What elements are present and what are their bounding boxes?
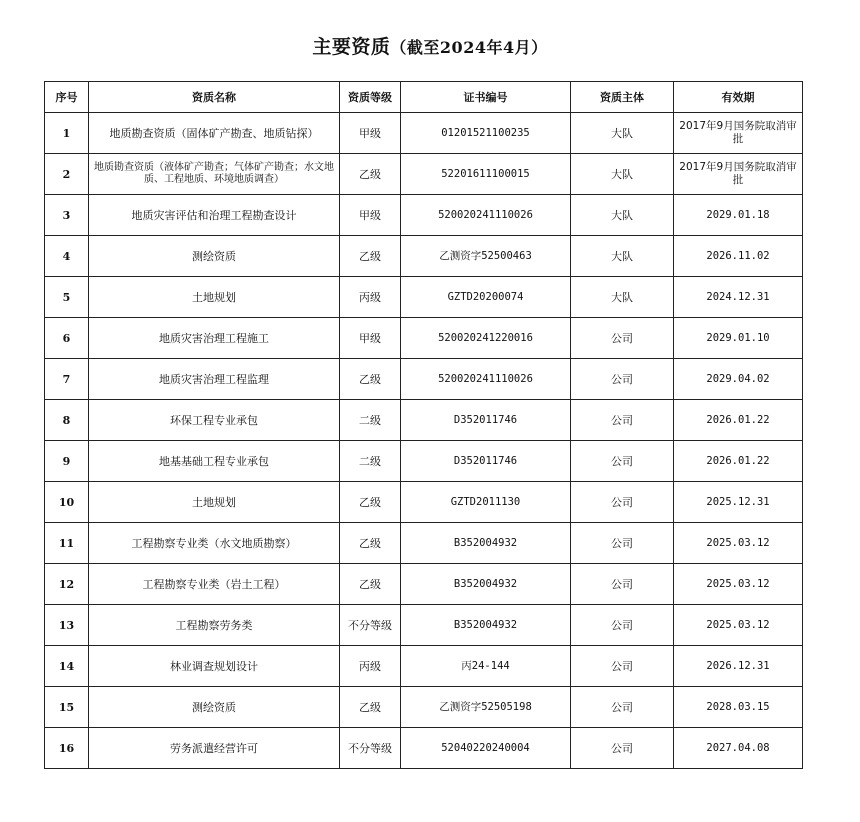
cell-valid: 2025.12.31 [674, 482, 803, 523]
cell-level: 乙级 [340, 359, 401, 400]
cell-valid: 2029.01.18 [674, 195, 803, 236]
cell-name: 地质灾害治理工程监理 [89, 359, 340, 400]
table-row [45, 441, 803, 482]
cell-cert: B352004932 [401, 523, 571, 564]
cell-cert: 520020241220016 [401, 318, 571, 359]
cell-valid: 2025.03.12 [674, 605, 803, 646]
cell-seq: 11 [45, 523, 89, 564]
table-body [45, 113, 803, 769]
page-title-sub: （截至2024年4月） [390, 38, 548, 57]
header-holder: 资质主体 [571, 82, 674, 113]
cell-level: 不分等级 [340, 728, 401, 769]
page-title [0, 34, 860, 61]
cell-level: 丙级 [340, 646, 401, 687]
cell-level: 不分等级 [340, 605, 401, 646]
header-cert: 证书编号 [401, 82, 571, 113]
cell-seq: 10 [45, 482, 89, 523]
cell-cert: 01201521100235 [401, 113, 571, 154]
cell-name: 劳务派遣经营许可 [89, 728, 340, 769]
cell-valid: 2025.03.12 [674, 523, 803, 564]
cell-level: 丙级 [340, 277, 401, 318]
cell-seq: 3 [45, 195, 89, 236]
cell-seq: 12 [45, 564, 89, 605]
cell-cert: GZTD20200074 [401, 277, 571, 318]
cell-name: 地质灾害评估和治理工程勘查设计 [89, 195, 340, 236]
cell-valid: 2026.01.22 [674, 400, 803, 441]
cell-cert: GZTD2011130 [401, 482, 571, 523]
cell-holder: 公司 [571, 359, 674, 400]
cell-level: 乙级 [340, 523, 401, 564]
cell-level: 乙级 [340, 564, 401, 605]
cell-valid: 2017年9月国务院取消审批 [674, 154, 803, 195]
cell-level: 乙级 [340, 482, 401, 523]
cell-holder: 大队 [571, 236, 674, 277]
header-seq: 序号 [45, 82, 89, 113]
cell-level: 甲级 [340, 113, 401, 154]
cell-holder: 公司 [571, 605, 674, 646]
cell-valid: 2025.03.12 [674, 564, 803, 605]
cell-valid: 2026.12.31 [674, 646, 803, 687]
cell-cert: D352011746 [401, 441, 571, 482]
cell-name: 工程勘察劳务类 [89, 605, 340, 646]
cell-holder: 大队 [571, 154, 674, 195]
page-title-main: 主要资质 [312, 36, 391, 58]
cell-seq: 8 [45, 400, 89, 441]
cell-holder: 公司 [571, 687, 674, 728]
cell-cert: 520020241110026 [401, 195, 571, 236]
cell-name: 土地规划 [89, 482, 340, 523]
cell-level: 乙级 [340, 236, 401, 277]
cell-level: 甲级 [340, 195, 401, 236]
cell-level: 二级 [340, 441, 401, 482]
table-row [45, 154, 803, 195]
cell-name: 林业调查规划设计 [89, 646, 340, 687]
cell-cert: B352004932 [401, 605, 571, 646]
cell-name: 工程勘察专业类（水文地质勘察） [89, 523, 340, 564]
cell-name: 地质勘查资质（液体矿产勘查；气体矿产勘查；水文地质、工程地质、环境地质调查） [89, 154, 340, 195]
cell-level: 甲级 [340, 318, 401, 359]
qualification-table [44, 81, 803, 769]
cell-cert: D352011746 [401, 400, 571, 441]
cell-holder: 公司 [571, 482, 674, 523]
cell-valid: 2028.03.15 [674, 687, 803, 728]
cell-seq: 4 [45, 236, 89, 277]
cell-valid: 2024.12.31 [674, 277, 803, 318]
cell-name: 地基基础工程专业承包 [89, 441, 340, 482]
cell-valid: 2029.04.02 [674, 359, 803, 400]
cell-seq: 2 [45, 154, 89, 195]
table-row [45, 482, 803, 523]
table-row [45, 728, 803, 769]
table-row [45, 523, 803, 564]
cell-valid: 2017年9月国务院取消审批 [674, 113, 803, 154]
cell-seq: 16 [45, 728, 89, 769]
table-row [45, 359, 803, 400]
cell-holder: 大队 [571, 195, 674, 236]
cell-cert: 乙测资字52500463 [401, 236, 571, 277]
cell-name: 地质勘查资质（固体矿产勘查、地质钻探） [89, 113, 340, 154]
cell-holder: 大队 [571, 277, 674, 318]
cell-seq: 9 [45, 441, 89, 482]
cell-seq: 15 [45, 687, 89, 728]
table-header-row [45, 82, 803, 113]
cell-holder: 公司 [571, 441, 674, 482]
table-row [45, 605, 803, 646]
cell-seq: 13 [45, 605, 89, 646]
table-row [45, 564, 803, 605]
table-row [45, 400, 803, 441]
table-row [45, 113, 803, 154]
header-name: 资质名称 [89, 82, 340, 113]
cell-cert: 乙测资字52505198 [401, 687, 571, 728]
cell-seq: 7 [45, 359, 89, 400]
cell-cert: 52040220240004 [401, 728, 571, 769]
cell-level: 乙级 [340, 687, 401, 728]
cell-holder: 公司 [571, 523, 674, 564]
cell-valid: 2029.01.10 [674, 318, 803, 359]
cell-cert: 520020241110026 [401, 359, 571, 400]
cell-name: 测绘资质 [89, 236, 340, 277]
cell-holder: 公司 [571, 728, 674, 769]
cell-name: 地质灾害治理工程施工 [89, 318, 340, 359]
table-row [45, 195, 803, 236]
cell-cert: B352004932 [401, 564, 571, 605]
cell-holder: 公司 [571, 318, 674, 359]
cell-valid: 2027.04.08 [674, 728, 803, 769]
cell-name: 环保工程专业承包 [89, 400, 340, 441]
cell-holder: 公司 [571, 564, 674, 605]
table-row [45, 236, 803, 277]
cell-name: 测绘资质 [89, 687, 340, 728]
cell-seq: 1 [45, 113, 89, 154]
cell-level: 二级 [340, 400, 401, 441]
table-row [45, 687, 803, 728]
header-valid: 有效期 [674, 82, 803, 113]
header-level: 资质等级 [340, 82, 401, 113]
cell-holder: 公司 [571, 646, 674, 687]
cell-cert: 丙24-144 [401, 646, 571, 687]
cell-name: 土地规划 [89, 277, 340, 318]
cell-level: 乙级 [340, 154, 401, 195]
cell-holder: 公司 [571, 400, 674, 441]
table-row [45, 646, 803, 687]
cell-valid: 2026.11.02 [674, 236, 803, 277]
cell-holder: 大队 [571, 113, 674, 154]
cell-cert: 52201611100015 [401, 154, 571, 195]
cell-seq: 14 [45, 646, 89, 687]
table-row [45, 277, 803, 318]
table-row [45, 318, 803, 359]
cell-seq: 6 [45, 318, 89, 359]
cell-seq: 5 [45, 277, 89, 318]
cell-valid: 2026.01.22 [674, 441, 803, 482]
cell-name: 工程勘察专业类（岩土工程） [89, 564, 340, 605]
